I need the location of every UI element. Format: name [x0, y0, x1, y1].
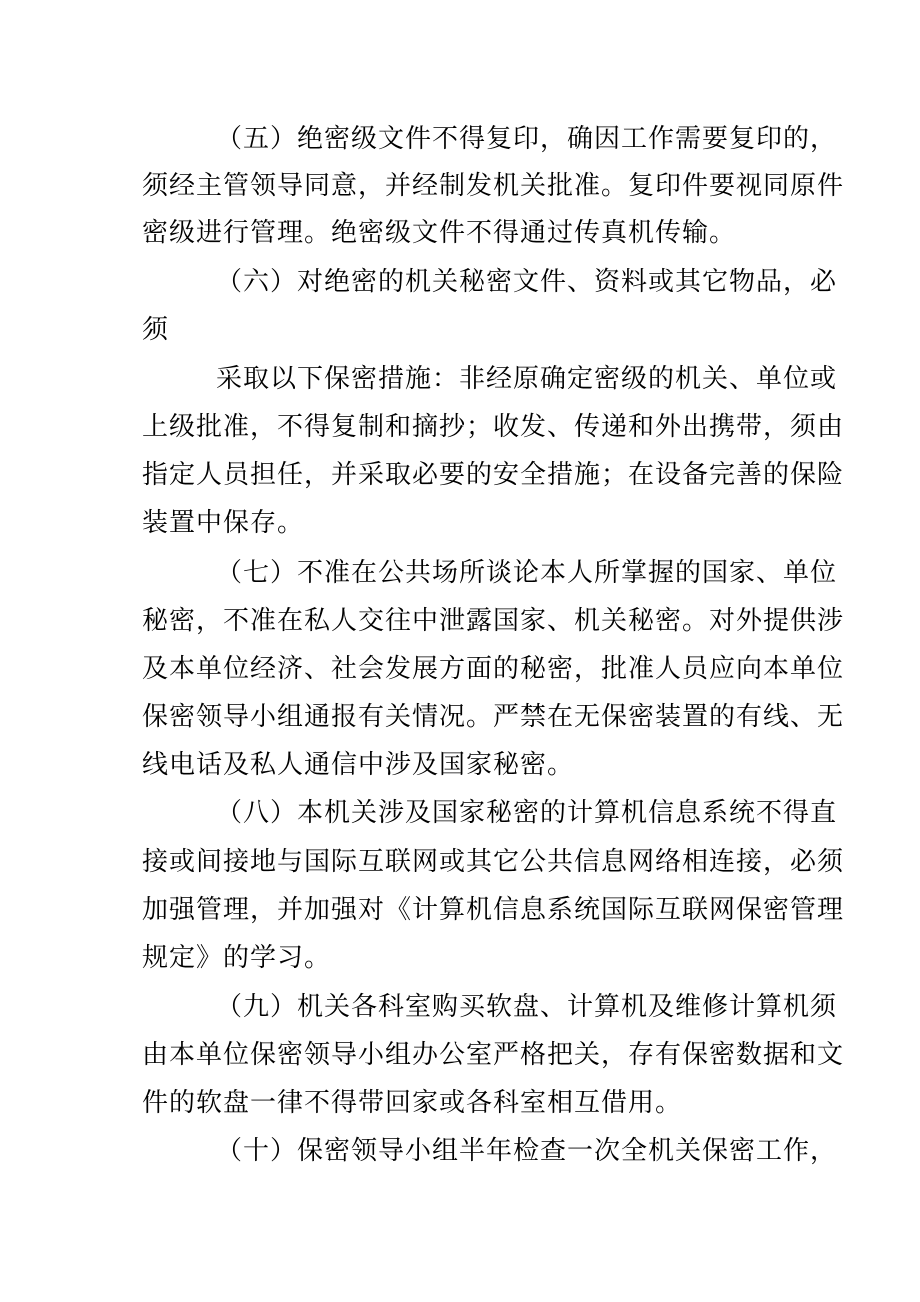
text-line: 采取以下保密措施：非经原确定密级的机关、单位或 [216, 364, 838, 394]
text-line: 上级批准，不得复制和摘抄；收发、传递和外出携带，须由 [142, 412, 845, 442]
text-line: 保密领导小组通报有关情况。严禁在无保密装置的有线、无 [142, 702, 845, 732]
text-line: 须经主管领导同意，并经制发机关批准。复印件要视同原件 [142, 171, 845, 201]
text-line: 密级进行管理。绝密级文件不得通过传真机传输。 [142, 218, 737, 248]
text-line: 及本单位经济、社会发展方面的秘密，批准人员应向本单位 [142, 654, 845, 684]
text-line: 装置中保存。 [142, 508, 305, 538]
text-line: 件的软盘一律不得带回家或各科室相互借用。 [142, 1088, 683, 1118]
text-line: 须 [142, 315, 170, 345]
text-line: 由本单位保密领导小组办公室严格把关，存有保密数据和文 [142, 1040, 845, 1070]
text-line: 规定》的学习。 [142, 943, 332, 973]
text-line: 指定人员担任，并采取必要的安全措施；在设备完善的保险 [142, 460, 845, 490]
text-line: 加强管理，并加强对《计算机信息系统国际互联网保密管理 [142, 895, 845, 925]
text-line: 线电话及私人通信中涉及国家秘密。 [142, 750, 575, 780]
text-line: （十）保密领导小组半年检查一次全机关保密工作， [216, 1136, 838, 1166]
text-line: （六）对绝密的机关秘密文件、资料或其它物品，必 [216, 267, 838, 297]
text-line: （七）不准在公共场所谈论本人所掌握的国家、单位 [216, 558, 838, 588]
text-line: 接或间接地与国际互联网或其它公共信息网络相连接，必须 [142, 847, 845, 877]
text-line: 秘密，不准在私人交往中泄露国家、机关秘密。对外提供涉 [142, 606, 845, 636]
text-line: （八）本机关涉及国家秘密的计算机信息系统不得直 [216, 798, 838, 828]
text-line: （九）机关各科室购买软盘、计算机及维修计算机须 [216, 992, 838, 1022]
text-line: （五）绝密级文件不得复印，确因工作需要复印的， [216, 124, 838, 154]
